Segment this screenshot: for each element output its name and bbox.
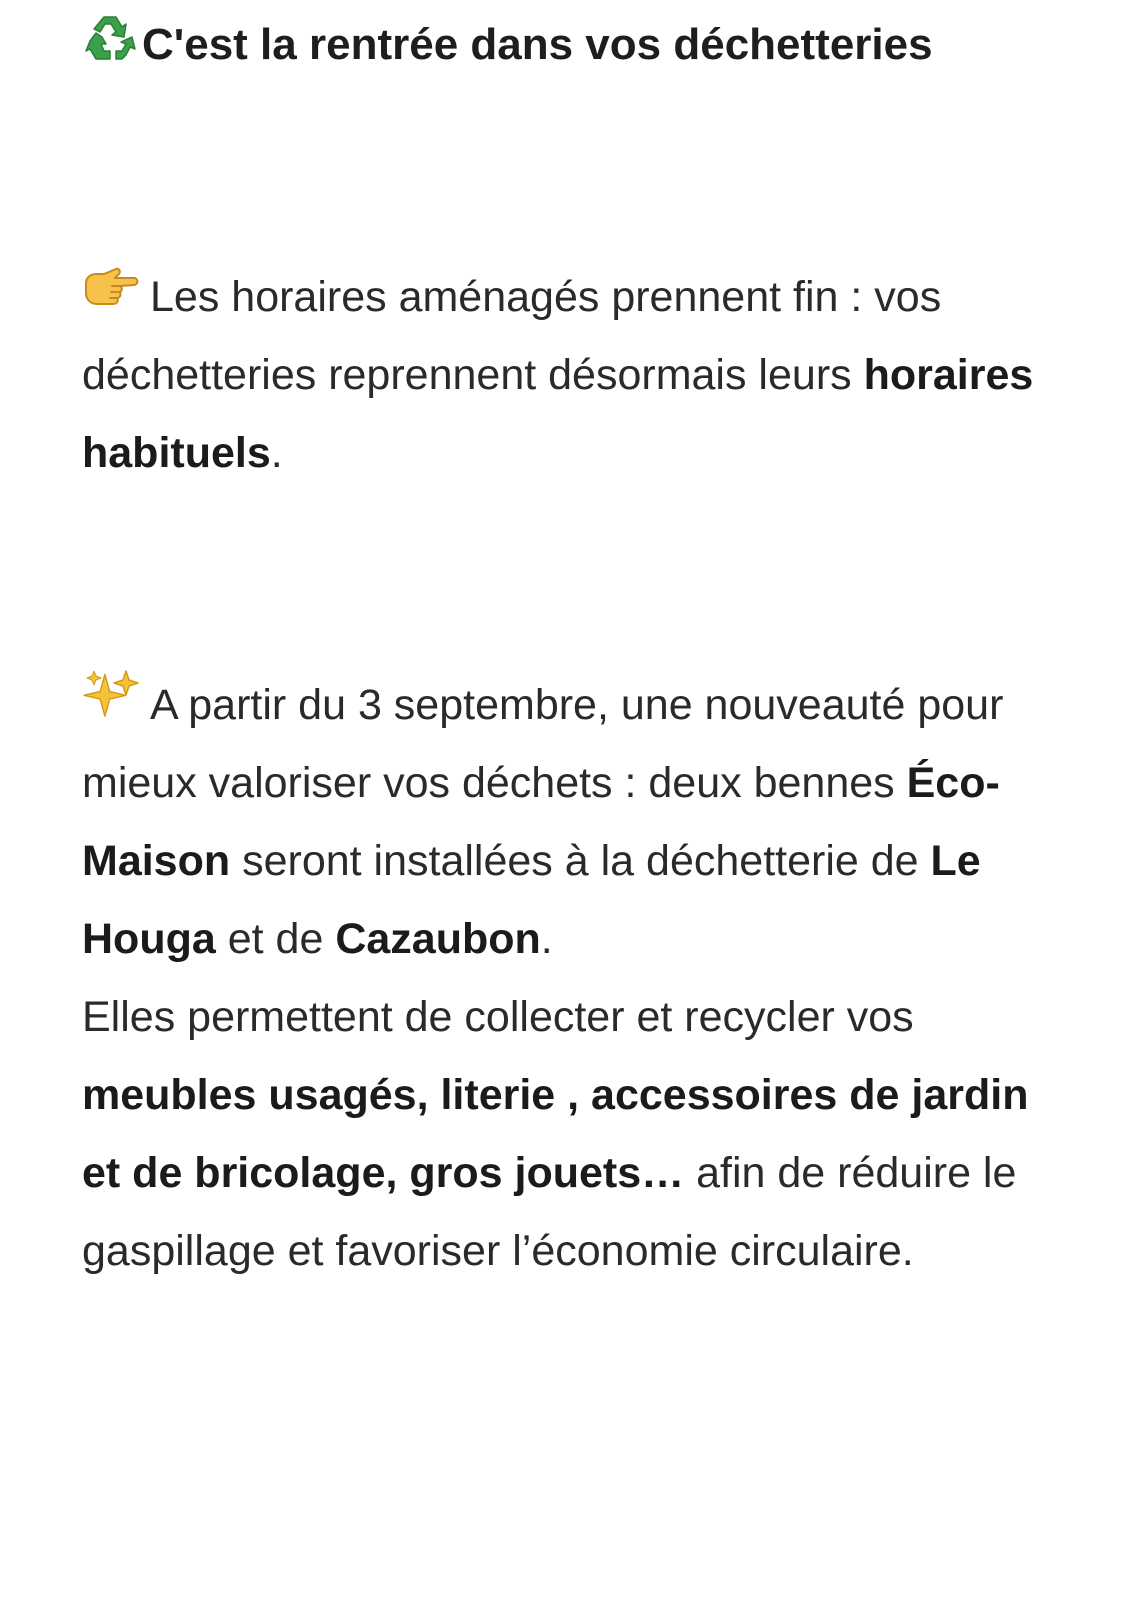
paragraph-hours bbox=[82, 258, 1042, 492]
paragraph-hours-text-before: Les horaires aménagés prennent fin : vos déchetteries reprennent désormais leurs bbox=[82, 273, 942, 399]
paragraph-hours-text-after: . bbox=[270, 429, 283, 477]
paragraph-hours-bold: horaires habituels bbox=[82, 351, 1034, 477]
paragraph-eco-text-4: . bbox=[540, 915, 553, 963]
le-houga-bold: Le Houga bbox=[82, 837, 981, 963]
paragraph-eco-text-2: seront installées à la déchetterie de bbox=[230, 837, 931, 885]
paragraph-eco-text-3: et de bbox=[215, 915, 336, 963]
post-content bbox=[82, 0, 1042, 1290]
post-title bbox=[82, 0, 1042, 84]
paragraph-recycling bbox=[82, 978, 1042, 1290]
paragraph-eco-maison bbox=[82, 666, 1042, 978]
sparkles-icon bbox=[82, 669, 140, 725]
cazaubon-bold: Cazaubon bbox=[335, 915, 541, 963]
backhand-index-pointing-right-icon bbox=[82, 261, 140, 317]
recycle-icon bbox=[82, 11, 138, 67]
paragraph-eco-text-1: A partir du 3 septembre, une nouveauté pour mieux valoriser vos déchets : deux bennes bbox=[82, 681, 1004, 807]
paragraph-recycling-text-2: afin de réduire le gaspillage et favoriser l’économie circulaire. bbox=[82, 1149, 1017, 1275]
paragraph-recycling-text-1: Elles permettent de collecter et recycler vos bbox=[82, 993, 914, 1041]
post-title-text: C'est la rentrée dans vos déchetteries bbox=[142, 20, 933, 69]
eco-maison-bold: Éco-Maison bbox=[82, 759, 1000, 885]
recycling-items-bold: meubles usagés, literie , accessoires de jardin et de bricolage, gros jouets… bbox=[82, 1071, 1029, 1197]
